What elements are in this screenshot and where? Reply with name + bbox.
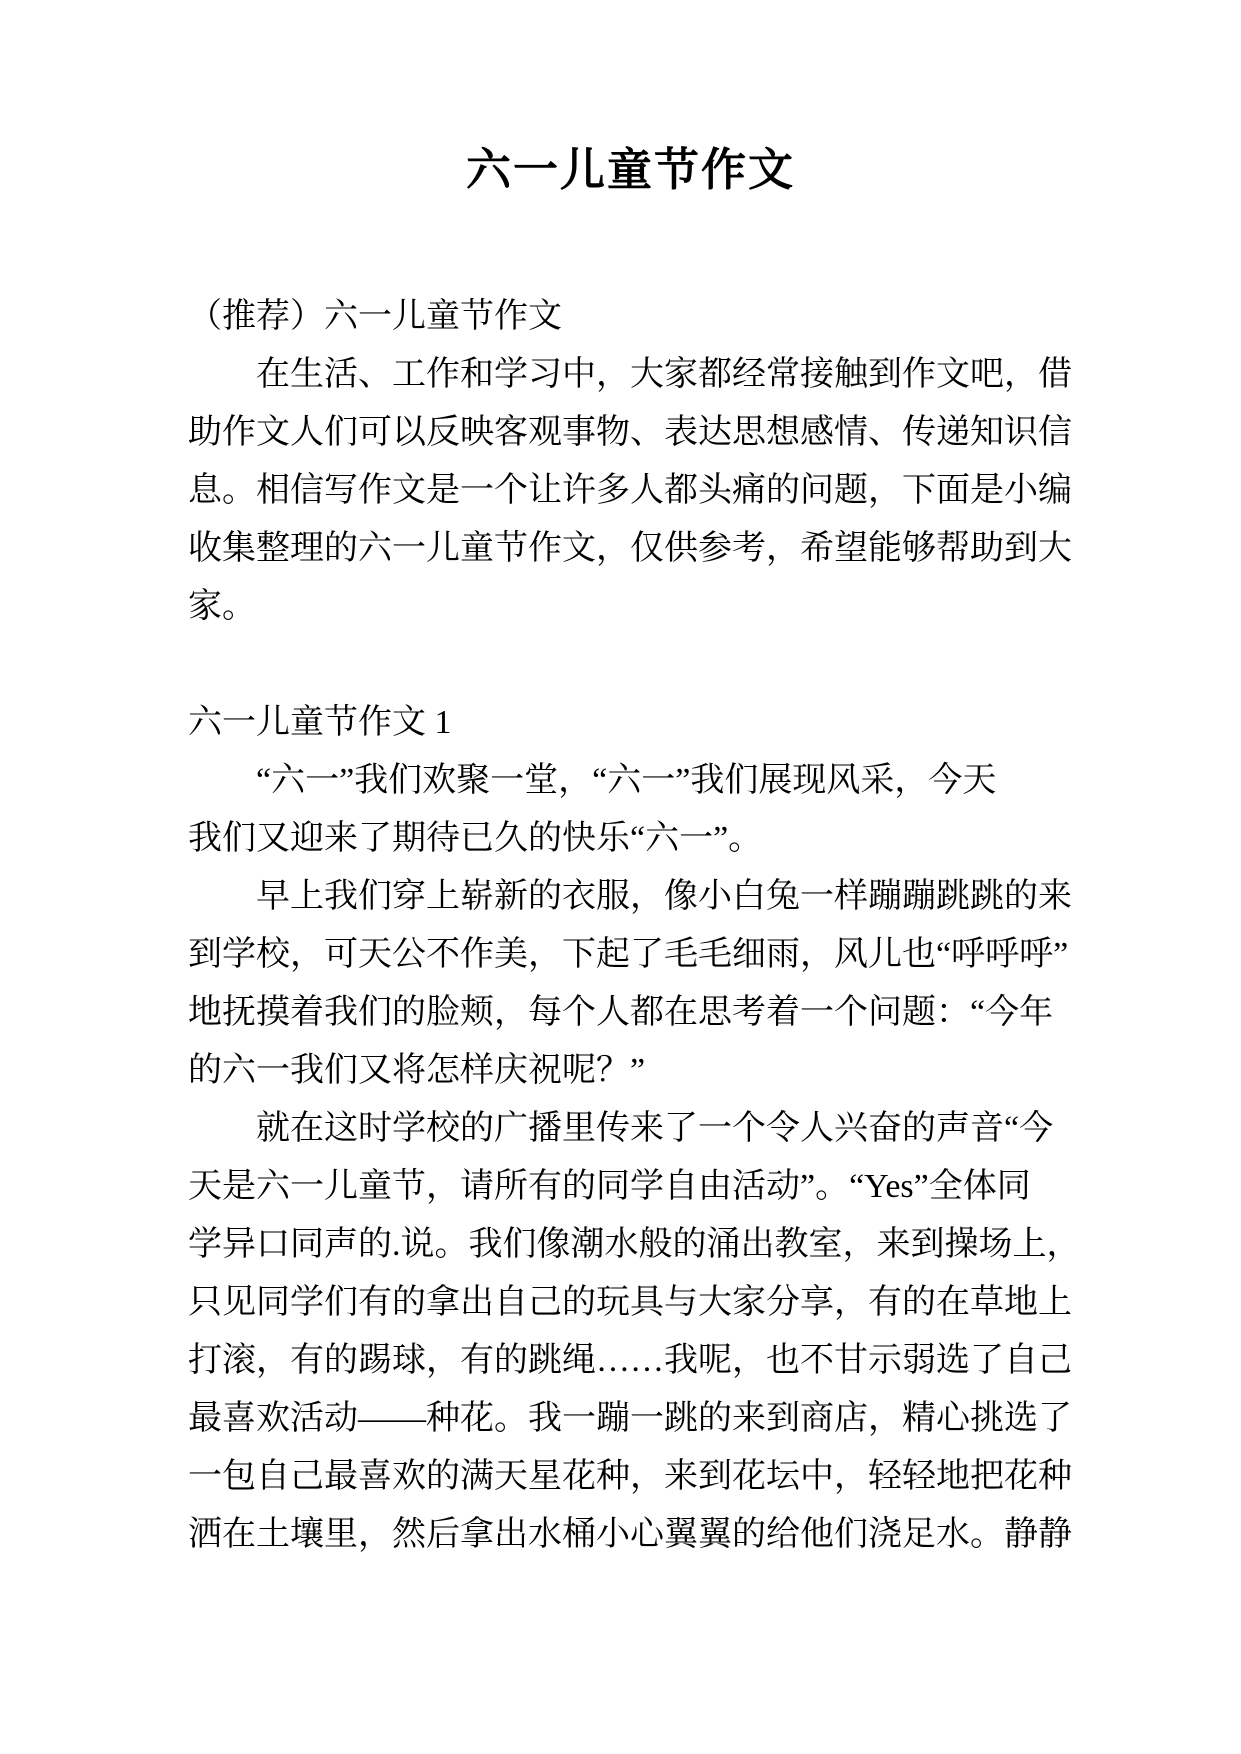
- text-line: 的六一我们又将怎样庆祝呢？”: [188, 1052, 646, 1089]
- text-line: 一包自己最喜欢的满天星花种，来到花坛中，轻轻地把花种: [188, 1458, 1072, 1495]
- text-block-paragraph: [188, 1100, 1081, 1564]
- text-line: 到学校，可天公不作美，下起了毛毛细雨，风儿也“呼呼呼”: [188, 936, 1069, 973]
- text-line: 我们又迎来了期待已久的快乐“六一”。: [188, 820, 763, 857]
- text-line: 只见同学们有的拿出自己的玩具与大家分享，有的在草地上: [188, 1284, 1072, 1321]
- text-line: 洒在土壤里，然后拿出水桶小心翼翼的给他们浇足水。静静: [188, 1516, 1072, 1553]
- text-line: 就在这时学校的广播里传来了一个令人兴奋的声音“今: [256, 1110, 1054, 1147]
- text-block-paragraph: [188, 868, 1073, 1100]
- text-block-paragraph: [188, 346, 1073, 636]
- text-line: （推荐）六一儿童节作文: [188, 298, 562, 335]
- text-line: 天是六一儿童节，请所有的同学自由活动”。“Yes”全体同: [188, 1168, 1031, 1205]
- text-line: 地抚摸着我们的脸颊，每个人都在思考着一个问题：“今年: [188, 994, 1054, 1031]
- text-block-label: [188, 288, 1073, 346]
- text-line: 六一儿童节作文 1: [188, 704, 452, 741]
- document-title: 六一儿童节作文: [465, 145, 795, 195]
- text-line: 息。相信写作文是一个让许多人都头痛的问题，下面是小编: [188, 472, 1072, 509]
- text-line: 早上我们穿上崭新的衣服，像小白兔一样蹦蹦跳跳的来: [256, 878, 1072, 915]
- text-line: “六一”我们欢聚一堂，“六一”我们展现风采，今天: [256, 762, 997, 799]
- text-line: 最喜欢活动——种花。我一蹦一跳的来到商店，精心挑选了: [188, 1400, 1072, 1437]
- text-line: 助作文人们可以反映客观事物、表达思想感情、传递知识信: [188, 414, 1072, 451]
- text-block-heading: [188, 694, 1073, 752]
- text-block-paragraph: [188, 752, 1073, 868]
- document-body: [188, 288, 1081, 1564]
- text-line: 打滚，有的踢球，有的跳绳……我呢，也不甘示弱选了自己: [188, 1342, 1072, 1379]
- text-line: 在生活、工作和学习中，大家都经常接触到作文吧，借: [256, 356, 1072, 393]
- text-line: 学异口同声的.说。我们像潮水般的涌出教室，来到操场上，: [188, 1226, 1081, 1263]
- text-line: 收集整理的六一儿童节作文，仅供参考，希望能够帮助到大: [188, 530, 1072, 567]
- text-line: 家。: [188, 588, 256, 625]
